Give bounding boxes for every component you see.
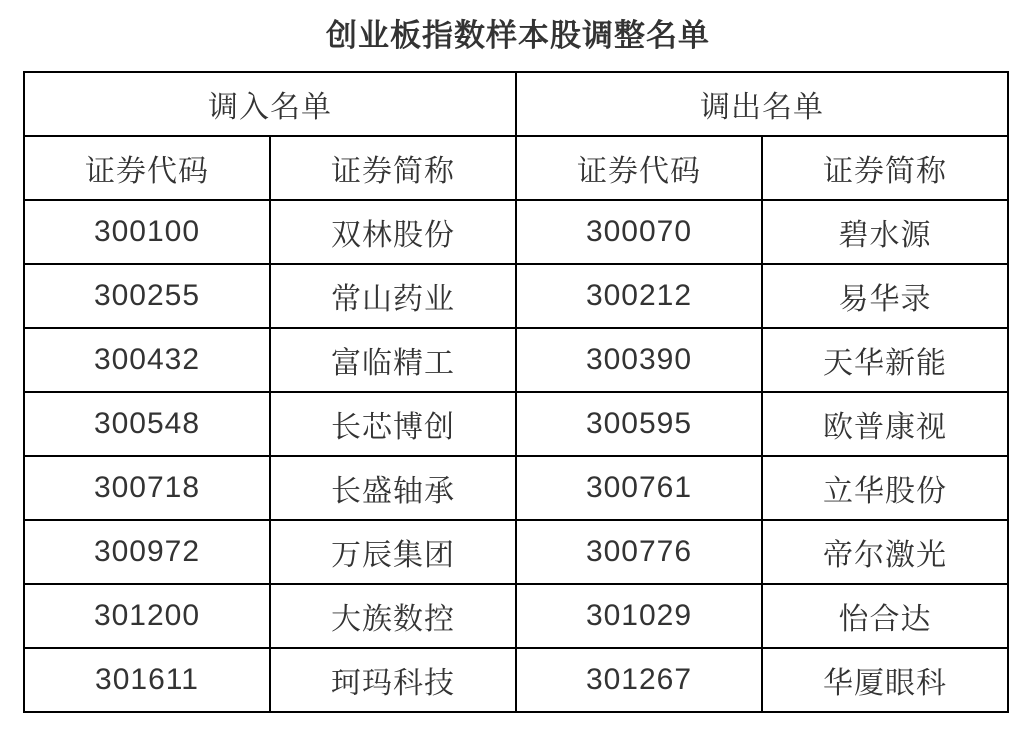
cell-out-name: 帝尔激光 [762,520,1008,584]
col-header-out-name: 证券简称 [762,136,1008,200]
cell-out-code: 300212 [516,264,762,328]
table-row [24,264,1008,328]
cell-in-name: 长芯博创 [270,392,516,456]
col-header-in-name: 证券简称 [270,136,516,200]
group-header-row [24,72,1008,136]
table-row [24,392,1008,456]
cell-in-code: 300548 [24,392,270,456]
table-row [24,328,1008,392]
cell-out-code: 300776 [516,520,762,584]
cell-in-code: 300432 [24,328,270,392]
cell-out-name: 天华新能 [762,328,1008,392]
column-header-row [24,136,1008,200]
table-row [24,200,1008,264]
cell-out-code: 300070 [516,200,762,264]
cell-out-name: 怡合达 [762,584,1008,648]
cell-in-code: 301200 [24,584,270,648]
table-row [24,520,1008,584]
cell-in-code: 300255 [24,264,270,328]
cell-in-name: 长盛轴承 [270,456,516,520]
page-title: 创业板指数样本股调整名单 [326,18,710,53]
cell-out-name: 立华股份 [762,456,1008,520]
group-header-out: 调出名单 [516,72,1008,136]
cell-out-code: 300595 [516,392,762,456]
cell-in-name: 珂玛科技 [270,648,516,712]
cell-out-code: 300390 [516,328,762,392]
adjustment-table [23,71,1009,713]
col-header-out-code: 证券代码 [516,136,762,200]
cell-in-name: 富临精工 [270,328,516,392]
cell-out-code: 301029 [516,584,762,648]
cell-in-name: 常山药业 [270,264,516,328]
cell-in-name: 大族数控 [270,584,516,648]
cell-in-name: 万辰集团 [270,520,516,584]
cell-in-name: 双林股份 [270,200,516,264]
cell-out-name: 欧普康视 [762,392,1008,456]
cell-out-name: 华厦眼科 [762,648,1008,712]
table-row [24,648,1008,712]
cell-out-code: 301267 [516,648,762,712]
table-row [24,456,1008,520]
cell-in-code: 300972 [24,520,270,584]
cell-out-name: 易华录 [762,264,1008,328]
cell-out-name: 碧水源 [762,200,1008,264]
cell-in-code: 301611 [24,648,270,712]
cell-in-code: 300718 [24,456,270,520]
cell-in-code: 300100 [24,200,270,264]
col-header-in-code: 证券代码 [24,136,270,200]
group-header-in: 调入名单 [24,72,516,136]
table-row [24,584,1008,648]
cell-out-code: 300761 [516,456,762,520]
